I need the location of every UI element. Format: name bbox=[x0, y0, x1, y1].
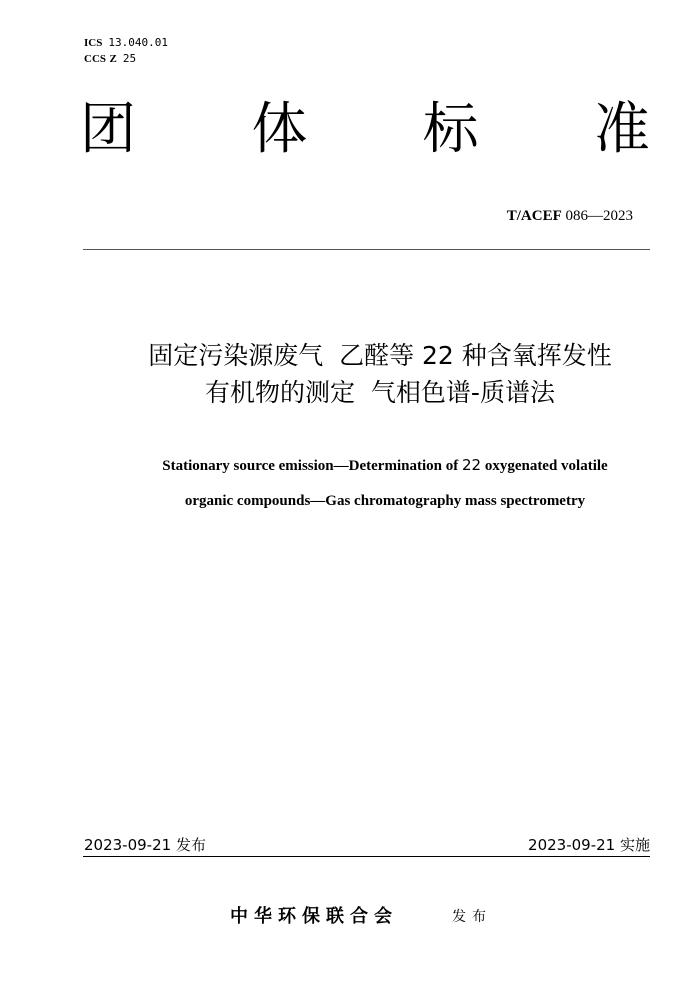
top-divider bbox=[83, 249, 650, 250]
ics-code bbox=[84, 35, 168, 51]
ics-value: 13.040.01 bbox=[108, 36, 168, 49]
bottom-divider bbox=[83, 856, 650, 857]
publication-date: 2023-09-21 发布 bbox=[84, 836, 206, 854]
publisher-name: 中华环保联合会 bbox=[230, 906, 398, 927]
ccs-label: CCS bbox=[84, 53, 107, 65]
standard-prefix: T/ACEF bbox=[506, 208, 562, 224]
ccs-letter: Z bbox=[109, 53, 117, 65]
standard-number bbox=[507, 208, 633, 225]
english-title-number: 22 bbox=[461, 456, 482, 474]
standard-category-title bbox=[80, 98, 650, 162]
category-char-2: 体 bbox=[251, 97, 308, 162]
category-char-4: 准 bbox=[593, 97, 650, 162]
ccs-value: 25 bbox=[122, 52, 137, 65]
ccs-code bbox=[84, 51, 168, 67]
publisher-action: 发布 bbox=[452, 909, 492, 925]
english-title-part-a: Stationary source emission—Determination of bbox=[162, 458, 462, 474]
english-title-part-b: oxygenated volatile bbox=[481, 458, 608, 474]
standard-code: 086—2023 bbox=[565, 208, 633, 224]
english-title bbox=[90, 448, 680, 519]
category-char-1: 团 bbox=[80, 97, 136, 162]
ics-label: ICS bbox=[84, 37, 103, 49]
english-title-line-1 bbox=[90, 448, 680, 484]
chinese-title bbox=[60, 337, 700, 411]
chinese-title-line-1: 固定污染源废气 乙醛等 22 种含氧挥发性 bbox=[148, 341, 612, 370]
implementation-date: 2023-09-21 实施 bbox=[528, 836, 650, 854]
classification-codes bbox=[84, 35, 168, 67]
chinese-title-line-2: 有机物的测定 气相色谱-质谱法 bbox=[205, 378, 555, 407]
english-title-line-2: organic compounds—Gas chromatography mass spectrometry bbox=[184, 493, 586, 509]
category-char-3: 标 bbox=[422, 97, 479, 162]
